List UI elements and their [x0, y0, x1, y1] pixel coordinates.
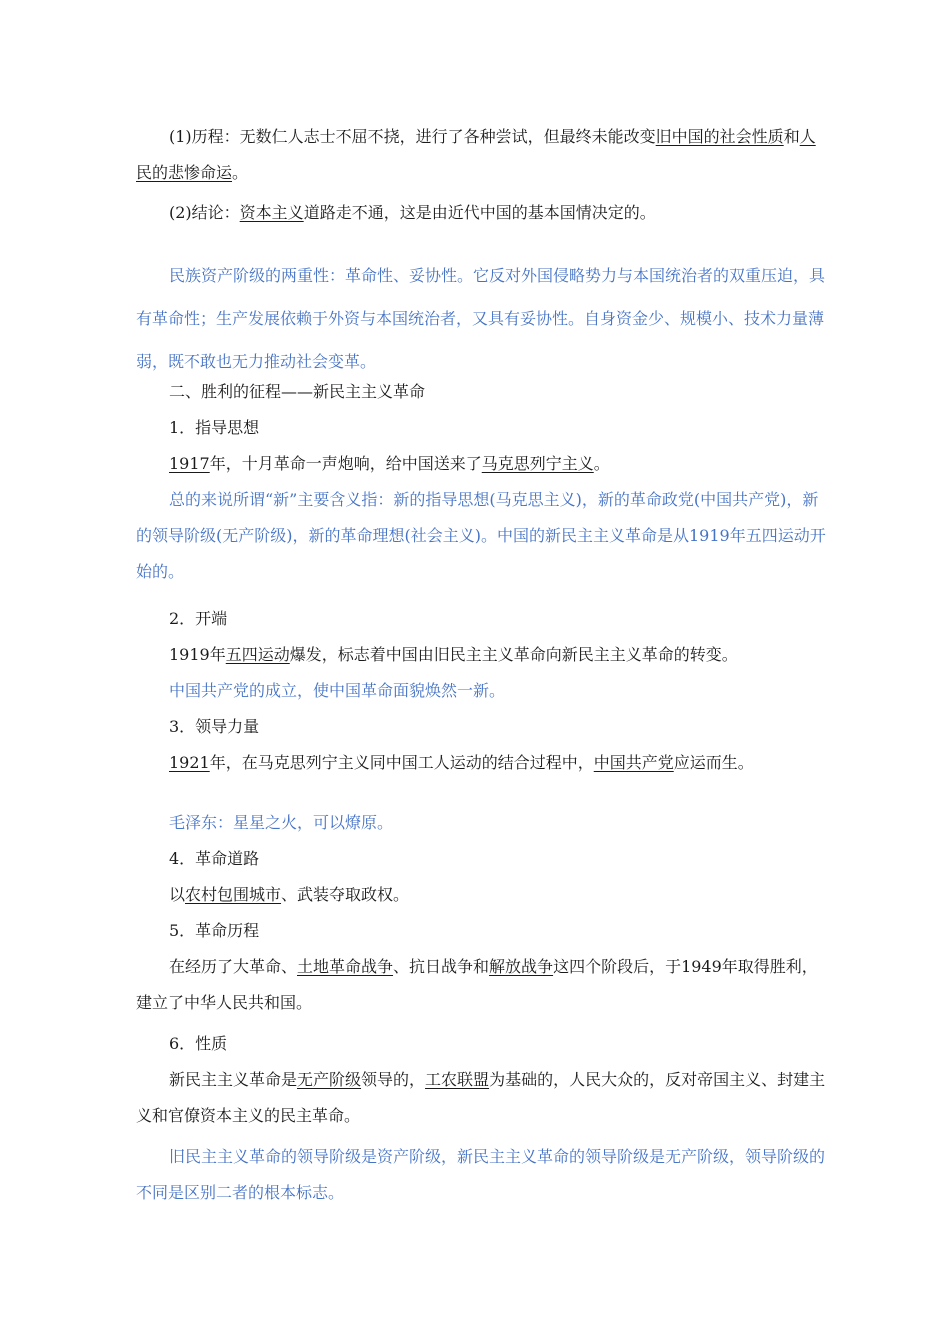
text-run: 领导的， — [361, 1070, 426, 1089]
underlined-term: 解放战争 — [489, 957, 554, 976]
text-run: 和 — [783, 127, 800, 146]
text-run: 新民主主义革命是 — [169, 1070, 298, 1089]
underlined-term: 马克思列宁主义 — [481, 454, 594, 473]
paragraph-history — [136, 119, 826, 191]
underlined-term: 人民的悲惨命运 — [136, 127, 816, 182]
underlined-term: 1921 — [169, 753, 210, 772]
note-mao-quote: 毛泽东：星星之火，可以燎原。 — [169, 813, 394, 832]
text-run: 年，十月革命一声炮响，给中国送来了 — [209, 454, 482, 473]
note-bourgeoisie-duality: 民族资产阶级的两重性：革命性、妥协性。它反对外国侵略势力与本国统治者的双重压迫，具有革命性；生产发展依赖于外资与本国统治者，又具有妥协性。自身资金少、规模小、技术力量薄弱，既不敢也无力推动社会变革。 — [136, 266, 826, 371]
note-meaning-of-new: 总的来说所谓“新”主要含义指：新的指导思想(马克思主义)，新的革命政党(中国共产党)，新的领导阶级(无产阶级)，新的革命理想(社会主义)。中国的新民主主义革命是从1919年五四运动开始的。 — [136, 490, 826, 581]
note-leading-class: 旧民主主义革命的领导阶级是资产阶级，新民主主义革命的领导阶级是无产阶级，领导阶级的不同是区别二者的根本标志。 — [136, 1147, 826, 1202]
paragraph-conclusion — [136, 195, 826, 231]
underlined-term: 五四运动 — [225, 645, 290, 664]
text-run: 为基础的，人民大众的，反对帝国主义、封建主义和官僚资本主义的民主革命。 — [136, 1070, 826, 1125]
underlined-term: 工农联盟 — [425, 1070, 490, 1089]
paragraph-countryside — [136, 877, 826, 913]
paragraph-1917 — [136, 446, 826, 482]
text-run: 、武装夺取政权。 — [281, 885, 410, 904]
paragraph-nature — [136, 1062, 826, 1134]
text-run: 这四个阶段后，于1949年取得胜利，建立了中华人民共和国。 — [136, 957, 818, 1012]
underlined-term: 无产阶级 — [297, 1070, 362, 1089]
underlined-term: 资本主义 — [239, 203, 304, 222]
text-run: 年，在马克思列宁主义同中国工人运动的结合过程中， — [209, 753, 594, 772]
text-run: (2)结论： — [169, 203, 240, 222]
text-run: 、抗日战争和 — [393, 957, 490, 976]
underlined-term: 土地革命战争 — [297, 957, 394, 976]
underlined-term: 农村包围城市 — [185, 885, 282, 904]
text-run: 在经历了大革命、 — [169, 957, 298, 976]
subheading-guiding-thought: 1．指导思想 — [169, 418, 260, 437]
section-heading: 二、胜利的征程——新民主主义革命 — [169, 382, 426, 401]
underlined-term: 旧中国的社会性质 — [655, 127, 784, 146]
text-run: 道路走不通，这是由近代中国的基本国情决定的。 — [303, 203, 656, 222]
note-party-founding: 中国共产党的成立，使中国革命面貌焕然一新。 — [169, 681, 506, 700]
paragraph-four-stages — [136, 949, 826, 1021]
subheading-leadership: 3．领导力量 — [169, 717, 260, 736]
subheading-revolution-course: 5．革命历程 — [169, 921, 260, 940]
text-run: 。 — [232, 163, 249, 182]
text-run: 。 — [593, 454, 610, 473]
subheading-revolution-road: 4．革命道路 — [169, 849, 260, 868]
text-run: 应运而生。 — [673, 753, 754, 772]
subheading-nature: 6．性质 — [169, 1034, 228, 1053]
text-run: (1)历程：无数仁人志士不屈不挠，进行了各种尝试，但最终未能改变 — [169, 127, 656, 146]
paragraph-1921 — [136, 745, 826, 781]
paragraph-may-fourth — [136, 637, 826, 673]
text-run: 爆发，标志着中国由旧民主主义革命向新民主主义革命的转变。 — [289, 645, 738, 664]
text-run: 以 — [169, 885, 186, 904]
underlined-term: 1917 — [169, 454, 210, 473]
subheading-beginning: 2．开端 — [169, 609, 228, 628]
text-run: 1919年 — [169, 645, 226, 664]
underlined-term: 中国共产党 — [593, 753, 674, 772]
